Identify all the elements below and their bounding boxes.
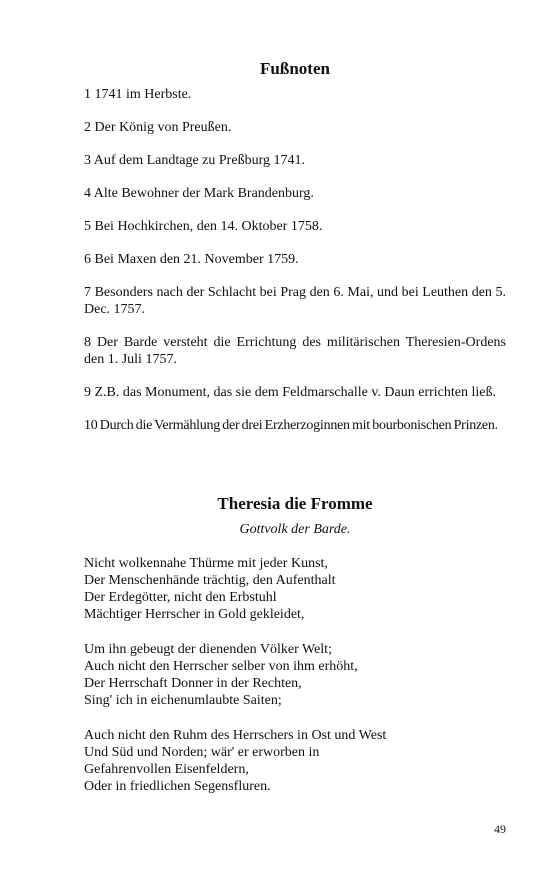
verse-line: Mächtiger Herrscher in Gold gekleidet,: [84, 607, 305, 622]
poem-title: Theresia die Fromme: [217, 494, 373, 513]
stanza-3: [84, 727, 506, 795]
footnote-9: 9 Z.B. das Monument, das sie dem Feldmarschalle v. Daun errichten ließ.: [84, 385, 496, 400]
verse-line: Auch nicht den Herrscher selber von ihm erhöht,: [84, 659, 358, 674]
footnote-3: 3 Auf dem Landtage zu Preßburg 1741.: [84, 153, 305, 168]
footnote-4: 4 Alte Bewohner der Mark Brandenburg.: [84, 186, 314, 201]
footnote-10: 10 Durch die Vermählung der drei Erzherzoginnen mit bourbonischen Prinzen.: [84, 418, 498, 433]
poem-body: [84, 555, 506, 813]
verse-line: Auch nicht den Ruhm des Herrschers in Ost und West: [84, 728, 387, 743]
verse-line: Der Herrschaft Donner in der Rechten,: [84, 676, 302, 691]
page-number: 49: [494, 822, 506, 836]
footnote-1: 1 1741 im Herbste.: [84, 87, 192, 102]
footnotes-heading: Fußnoten: [260, 59, 330, 78]
footnote-6: 6 Bei Maxen den 21. November 1759.: [84, 252, 299, 267]
verse-line: Gefahrenvollen Eisenfeldern,: [84, 762, 249, 777]
verse-line: Und Süd und Norden; wär' er erworben in: [84, 745, 320, 760]
verse-line: Oder in friedlichen Segensfluren.: [84, 779, 271, 794]
stanza-1: [84, 555, 506, 623]
poem-byline: Gottvolk der Barde.: [239, 522, 351, 537]
verse-line: Um ihn gebeugt der dienenden Völker Welt;: [84, 642, 332, 657]
verse-line: Nicht wolkennahe Thürme mit jeder Kunst,: [84, 556, 328, 571]
verse-line: Der Erdegötter, nicht den Erbstuhl: [84, 590, 277, 605]
verse-line: Der Menschenhände trächtig, den Aufenthalt: [84, 573, 336, 588]
footnote-7: 7 Besonders nach der Schlacht bei Prag den 6. Mai, und bei Leuthen den 5. Dec. 1757.: [84, 285, 506, 317]
verse-line: Sing' ich in eichenumlaubte Saiten;: [84, 693, 282, 708]
footnote-5: 5 Bei Hochkirchen, den 14. Oktober 1758.: [84, 219, 323, 234]
stanza-2: [84, 641, 506, 709]
footnotes-list: [84, 86, 506, 450]
book-page: [84, 0, 506, 880]
footnote-8: 8 Der Barde versteht die Errichtung des militärischen Theresien-Ordens den 1. Juli 1757.: [84, 335, 506, 367]
footnote-2: 2 Der König von Preußen.: [84, 120, 232, 135]
